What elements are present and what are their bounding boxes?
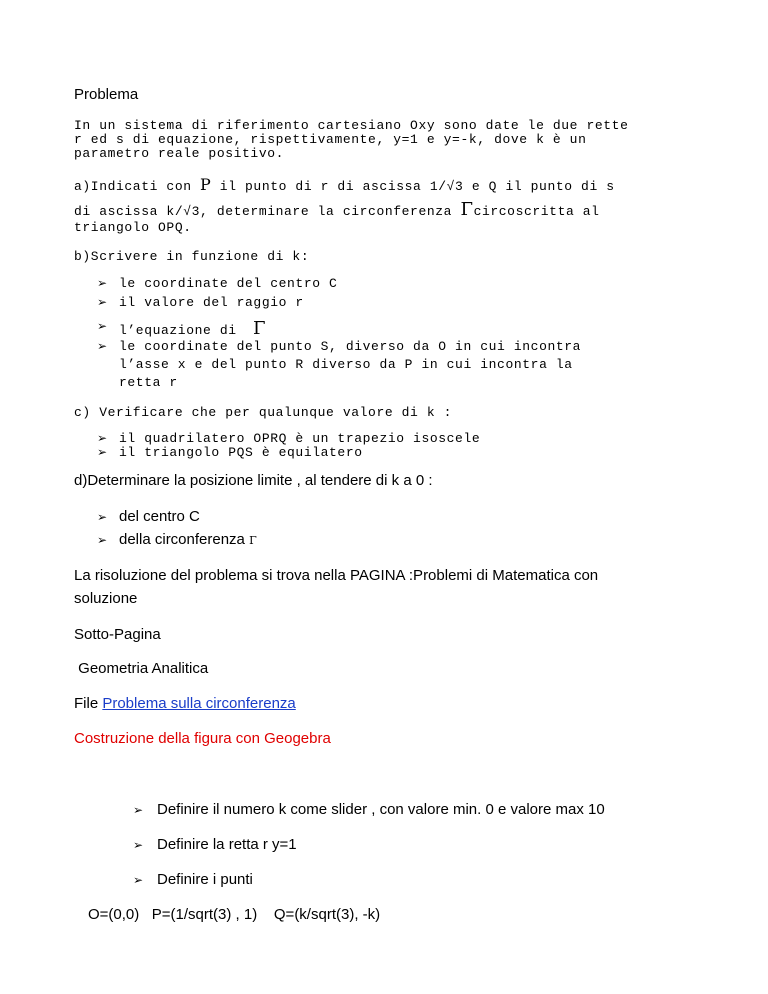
list-item: della circonferenza Γ <box>119 531 257 548</box>
bullet-arrow-icon: ➢ <box>97 319 108 333</box>
list-item-continuation: retta r <box>119 375 178 390</box>
bullet-arrow-icon: ➢ <box>133 873 144 887</box>
bullet-arrow-icon: ➢ <box>97 445 108 459</box>
bullet-arrow-icon: ➢ <box>97 431 108 445</box>
list-item: l’equazione di Γ <box>119 318 267 339</box>
file-link[interactable]: Problema sulla circonferenza <box>102 695 296 712</box>
subpage-label: Sotto-Pagina <box>74 626 161 643</box>
bullet-arrow-icon: ➢ <box>133 803 144 817</box>
bullet-arrow-icon: ➢ <box>97 510 108 524</box>
list-item: Definire i punti <box>157 871 253 888</box>
list-item: le coordinate del punto S, diverso da O in cui incontra <box>119 339 582 354</box>
list-item: il triangolo PQS è equilatero <box>119 445 363 460</box>
geogebra-heading: Costruzione della figura con Geogebra <box>74 730 331 747</box>
part-d-heading: d)Determinare la posizione limite , al tendere di k a 0 : <box>74 472 433 489</box>
list-item: le coordinate del centro C <box>119 276 338 291</box>
bullet-arrow-icon: ➢ <box>97 295 108 309</box>
resolution-line: soluzione <box>74 590 138 607</box>
intro-line: In un sistema di riferimento cartesiano Oxy sono date le due rette <box>74 118 629 133</box>
part-a-line-2: di ascissa k/√3, determinare la circonferenza Γcircoscritta al <box>74 199 600 220</box>
part-b-heading: b)Scrivere in funzione di k: <box>74 249 310 264</box>
list-item: Definire la retta r y=1 <box>157 836 297 853</box>
intro-line: parametro reale positivo. <box>74 146 285 161</box>
part-c-heading: c) Verificare che per qualunque valore di k : <box>74 405 453 420</box>
list-item: Definire il numero k come slider , con valore min. 0 e valore max 10 <box>157 801 605 818</box>
bullet-arrow-icon: ➢ <box>97 276 108 290</box>
gamma-symbol: Γ <box>460 199 474 220</box>
intro-line: r ed s di equazione, rispettivamente, y=1 e y=-k, dove k è un <box>74 132 587 147</box>
list-item: il valore del raggio r <box>119 295 304 310</box>
part-a-line-3: triangolo OPQ. <box>74 220 192 235</box>
list-item: il quadrilatero OPRQ è un trapezio isoscele <box>119 431 481 446</box>
subpage-value: Geometria Analitica <box>74 660 209 677</box>
point-p-symbol: P <box>200 175 212 194</box>
points-definition: O=(0,0) P=(1/sqrt(3) , 1) Q=(k/sqrt(3), -k) <box>88 906 381 923</box>
file-line <box>74 695 296 712</box>
bullet-arrow-icon: ➢ <box>133 838 144 852</box>
bullet-arrow-icon: ➢ <box>97 339 108 353</box>
list-item-continuation: l’asse x e del punto R diverso da P in cui incontra la <box>119 357 573 372</box>
part-a-line-1: a)Indicati con P il punto di r di ascissa 1/√3 e Q il punto di s <box>74 175 615 194</box>
bullet-arrow-icon: ➢ <box>97 533 108 547</box>
list-item: del centro C <box>119 508 200 525</box>
page-title: Problema <box>74 86 139 103</box>
file-label: File <box>74 695 103 712</box>
gamma-symbol: Γ <box>253 318 267 339</box>
gamma-symbol: Γ <box>249 534 257 547</box>
resolution-line: La risoluzione del problema si trova nella PAGINA :Problemi di Matematica con <box>74 567 599 584</box>
